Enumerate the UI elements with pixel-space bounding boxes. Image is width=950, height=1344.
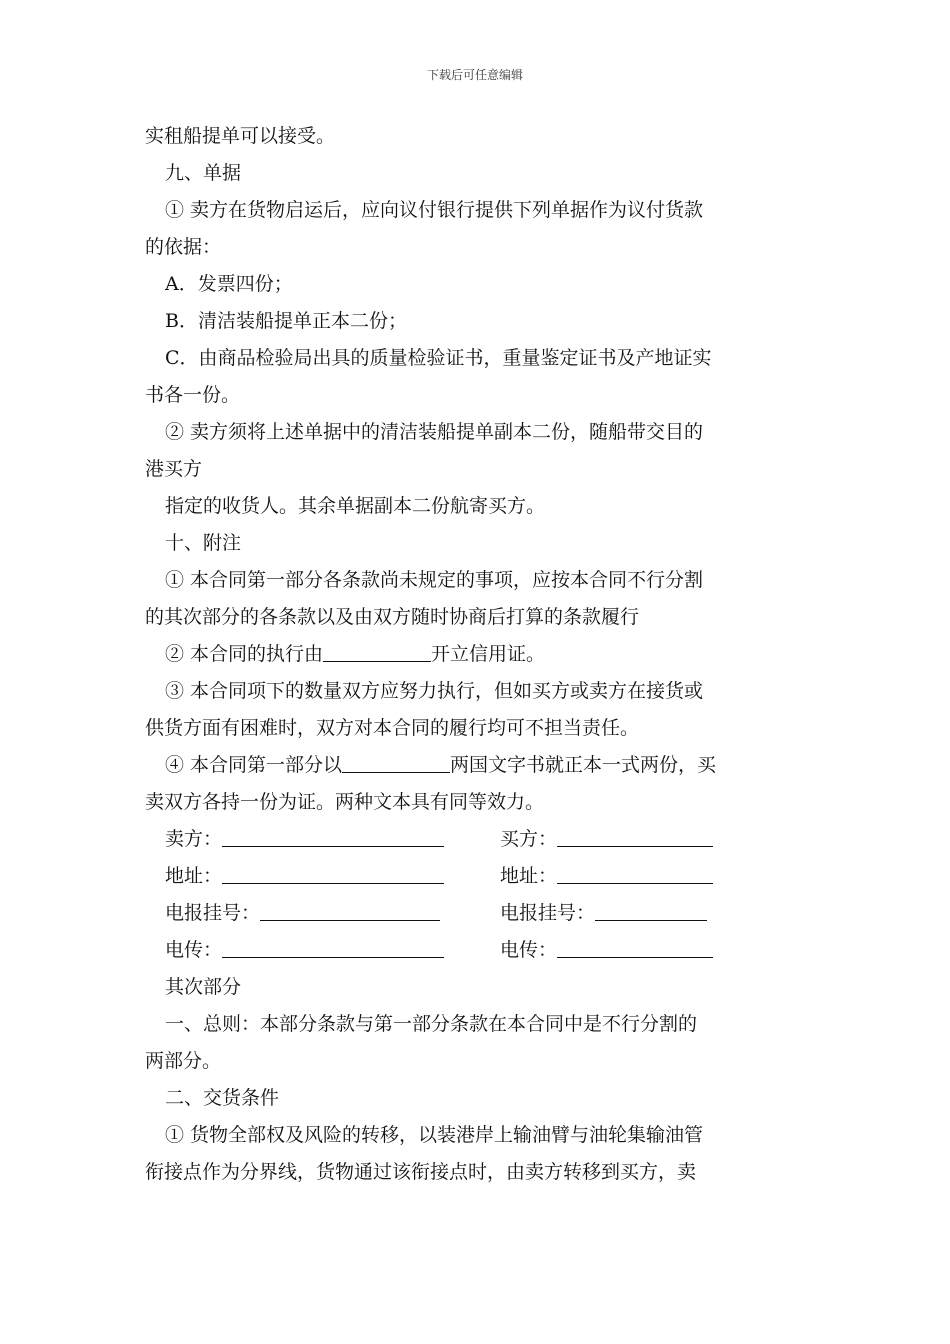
seller-address-blank — [222, 861, 444, 884]
buyer-cable-blank — [595, 898, 707, 921]
buyer-address-blank — [557, 861, 713, 884]
text-line: 卖双方各持一份为证。两种文本具有同等效力。 — [145, 791, 545, 813]
text-fragment: 开立信用证。 — [431, 643, 546, 665]
text-line: 供货方面有困难时，双方对本合同的履行均可不担当责任。 — [145, 717, 640, 739]
text-line: 的依据： — [145, 236, 222, 258]
buyer-address-field — [500, 858, 713, 895]
text-line — [145, 636, 810, 673]
fill-in-blank — [323, 639, 431, 662]
buyer-telex-label: 电传： — [500, 939, 558, 961]
list-item: A．发票四份； — [165, 273, 293, 295]
section-heading: 其次部分 — [165, 976, 242, 998]
text-line: 指定的收货人。其余单据副本二份航寄买方。 — [165, 495, 546, 517]
text-line: 实租船提单可以接受。 — [145, 125, 336, 147]
text-fragment: ② 本合同的执行由 — [165, 643, 324, 665]
buyer-field — [500, 821, 713, 858]
text-line: ② 卖方须将上述单据中的清洁装船提单副本二份，随船带交目的 — [165, 421, 704, 443]
text-line: 书各一份。 — [145, 384, 241, 406]
text-line: 一、总则：本部分条款与第一部分条款在本合同中是不行分割的 — [165, 1013, 698, 1035]
fill-in-blank — [342, 750, 450, 773]
seller-address-field — [165, 858, 444, 895]
seller-cable-blank — [260, 898, 440, 921]
seller-telex-blank — [222, 935, 444, 958]
signature-row — [145, 821, 810, 858]
page-header: 下载后可任意编辑 — [426, 68, 523, 82]
signature-row — [145, 932, 810, 969]
signature-row — [145, 858, 810, 895]
seller-field — [165, 821, 444, 858]
buyer-telex-field — [500, 932, 713, 969]
seller-blank — [222, 824, 444, 847]
text-line — [145, 747, 810, 784]
text-fragment: ④ 本合同第一部分以 — [165, 754, 343, 776]
text-line: ① 本合同第一部分各条款尚未规定的事项，应按本合同不行分割 — [165, 569, 704, 591]
seller-cable-field — [165, 895, 440, 932]
seller-label: 卖方： — [165, 828, 223, 850]
buyer-cable-label: 电报挂号： — [500, 902, 596, 924]
seller-telex-field — [165, 932, 444, 969]
text-fragment: 两国文字书就正本一式两份，买 — [450, 754, 717, 776]
buyer-telex-blank — [557, 935, 713, 958]
buyer-address-label: 地址： — [500, 865, 558, 887]
section-heading: 二、交货条件 — [165, 1087, 280, 1109]
list-item: B．清洁装船提单正本二份； — [165, 310, 407, 332]
buyer-label: 买方： — [500, 828, 558, 850]
text-line: 两部分。 — [145, 1050, 222, 1072]
text-line: ① 货物全部权及风险的转移，以装港岸上输油臂与油轮集输油管 — [165, 1124, 704, 1146]
text-line: ③ 本合同项下的数量双方应努力执行，但如买方或卖方在接货或 — [165, 680, 704, 702]
seller-telex-label: 电传： — [165, 939, 223, 961]
text-line: 衔接点作为分界线，货物通过该衔接点时，由卖方转移到买方，卖 — [145, 1161, 697, 1183]
document-body — [145, 118, 810, 1191]
buyer-cable-field — [500, 895, 707, 932]
signature-row — [145, 895, 810, 932]
text-line: 的其次部分的各条款以及由双方随时协商后打算的条款履行 — [145, 606, 640, 628]
list-item: C．由商品检验局出具的质量检验证书，重量鉴定证书及产地证实 — [165, 347, 712, 369]
seller-cable-label: 电报挂号： — [165, 902, 261, 924]
section-heading: 十、附注 — [165, 532, 242, 554]
section-heading: 九、单据 — [165, 162, 242, 184]
seller-address-label: 地址： — [165, 865, 223, 887]
text-line: 港买方 — [145, 458, 203, 480]
buyer-blank — [557, 824, 713, 847]
text-line: ① 卖方在货物启运后，应向议付银行提供下列单据作为议付货款 — [165, 199, 704, 221]
